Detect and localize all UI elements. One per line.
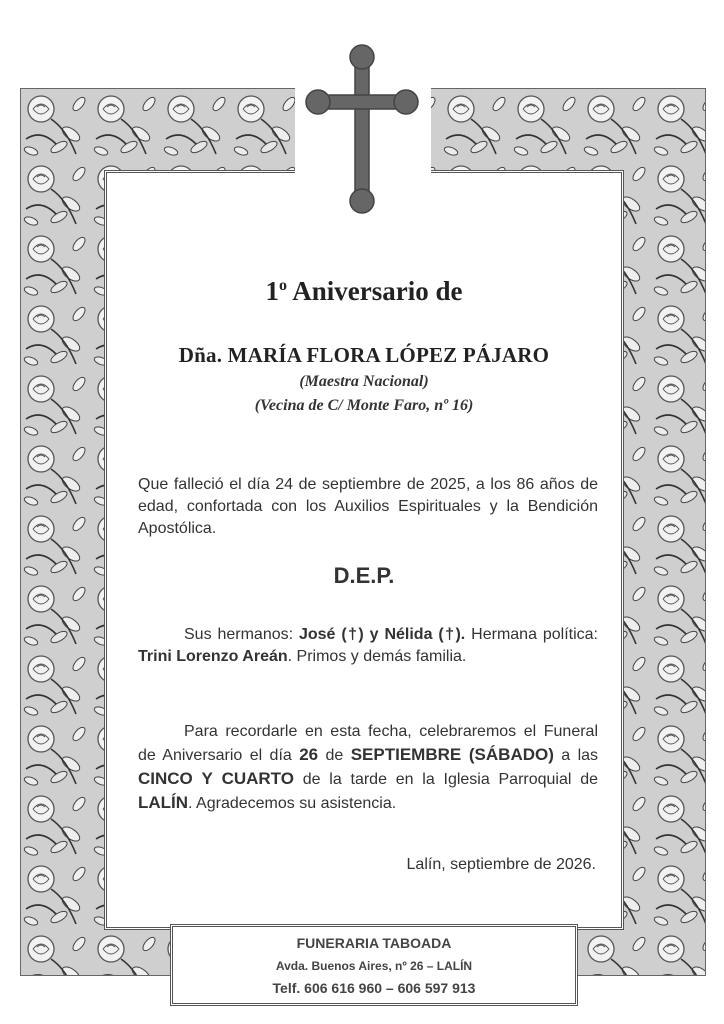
funeral-home-box (170, 924, 578, 1006)
funeral-home-address: Avda. Buenos Aires, nº 26 – LALÍN (275, 959, 473, 973)
cross-icon (304, 43, 420, 215)
death-notice: Que falleció el día 24 de septiembre de 2025, a los 86 años de edad, confortada con los Auxilios Espirituales y la Bendición Apostólica. (138, 476, 598, 537)
anniversary-title: 1$^o$ Aniversario de (265, 276, 463, 306)
deceased-residence: (Vecina de C/ Monte Faro, nº 16) (254, 397, 474, 414)
dep-text: D.E.P. (333, 563, 395, 588)
funeral-paragraph: Para recordarle en esta fecha, celebraremos el Funeral de Aniversario el día 26 de SEPTIEMBRE (SÁBADO) a las CINCO Y CUARTO de la tarde en la Iglesia Parroquial de LALÍN. Agradecemos su asistencia. (138, 723, 599, 812)
place-date-signature: Lalín, septiembre de 2026. (406, 856, 596, 873)
deceased-name: Dña. MARÍA FLORA LÓPEZ PÁJARO (178, 343, 550, 367)
funeral-home-phone: Telf. 606 616 960 – 606 597 913 (272, 980, 476, 996)
funeral-home-name: FUNERARIA TABOADA (296, 935, 452, 951)
deceased-role: (Maestra Nacional) (299, 373, 429, 390)
family-paragraph: Sus hermanos: José (†) y Nélida (†). Hermana política: Trini Lorenzo Areán. Primos y demás familia. (138, 626, 598, 665)
